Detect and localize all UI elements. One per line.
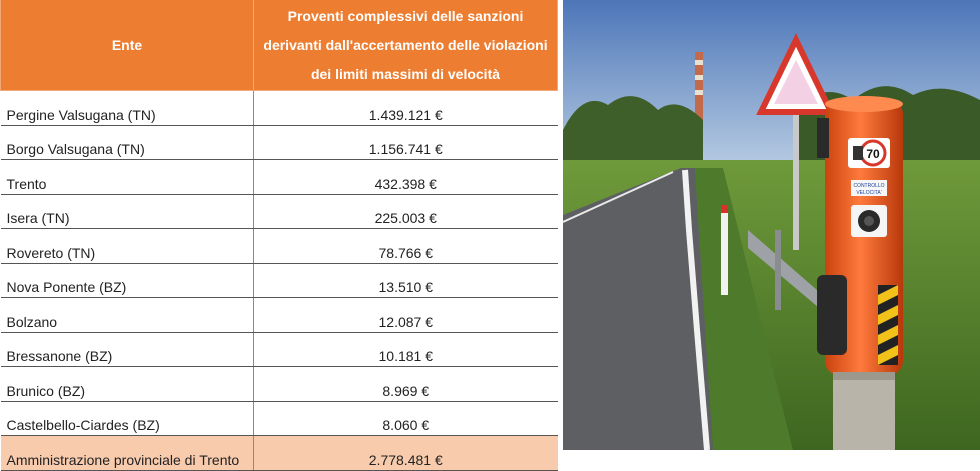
header-ente: Ente bbox=[1, 0, 254, 91]
pole-top bbox=[825, 96, 903, 112]
row-ente: Amministrazione provinciale di Trento bbox=[1, 436, 254, 471]
table-row bbox=[1, 194, 558, 229]
guardrail-post bbox=[775, 230, 781, 310]
table-row bbox=[1, 367, 558, 402]
header-amount-line: derivanti dall'accertamento delle violazioni bbox=[263, 36, 548, 53]
table-row bbox=[1, 229, 558, 264]
header-amount bbox=[254, 0, 558, 91]
table-row bbox=[1, 91, 558, 126]
table-row bbox=[1, 263, 558, 298]
row-ente: Brunico (BZ) bbox=[1, 367, 254, 402]
camera-side-housing bbox=[817, 275, 847, 355]
row-ente: Nova Ponente (BZ) bbox=[1, 263, 254, 298]
table-row bbox=[1, 160, 558, 195]
row-ente: Trento bbox=[1, 160, 254, 195]
camera-icon bbox=[853, 146, 863, 160]
speed-limit-value: 70 bbox=[866, 147, 880, 161]
camera-lens-inner bbox=[864, 216, 874, 226]
row-amount: 2.778.481 € bbox=[254, 436, 558, 471]
row-amount: 78.766 € bbox=[254, 229, 558, 264]
row-amount: 13.510 € bbox=[254, 263, 558, 298]
row-ente: Bolzano bbox=[1, 298, 254, 333]
header-amount-line: dei limiti massimi di velocità bbox=[310, 65, 501, 82]
row-amount: 8.969 € bbox=[254, 367, 558, 402]
header-amount-line: Proventi complessivi delle sanzioni bbox=[287, 7, 524, 24]
row-amount: 10.181 € bbox=[254, 332, 558, 367]
chimney-stripe bbox=[695, 60, 703, 65]
row-amount: 1.156.741 € bbox=[254, 125, 558, 160]
device-label-line: VELOCITA' bbox=[856, 190, 882, 196]
chimney-stripe bbox=[695, 90, 703, 95]
row-amount: 225.003 € bbox=[254, 194, 558, 229]
table-row-highlight bbox=[1, 436, 558, 471]
road-marker-post bbox=[721, 205, 728, 295]
row-ente: Borgo Valsugana (TN) bbox=[1, 125, 254, 160]
device-label-line: CONTROLLO bbox=[853, 183, 885, 189]
row-ente: Pergine Valsugana (TN) bbox=[1, 91, 254, 126]
table-row bbox=[1, 332, 558, 367]
row-ente: Isera (TN) bbox=[1, 194, 254, 229]
row-amount: 432.398 € bbox=[254, 160, 558, 195]
row-ente: Rovereto (TN) bbox=[1, 229, 254, 264]
marker-reflector bbox=[721, 205, 728, 213]
table-row bbox=[1, 298, 558, 333]
concrete-base-top bbox=[833, 372, 895, 380]
chimney-stripe bbox=[695, 75, 703, 80]
concrete-base bbox=[833, 372, 895, 450]
row-ente: Castelbello-Ciardes (BZ) bbox=[1, 401, 254, 436]
table-row bbox=[1, 401, 558, 436]
table-row bbox=[1, 125, 558, 160]
row-ente: Bressanone (BZ) bbox=[1, 332, 254, 367]
pole-bracket bbox=[817, 118, 829, 158]
hazard-stripes bbox=[878, 285, 898, 365]
row-amount: 1.439.121 € bbox=[254, 91, 558, 126]
row-amount: 8.060 € bbox=[254, 401, 558, 436]
table-header-row bbox=[1, 0, 558, 91]
row-amount: 12.087 € bbox=[254, 298, 558, 333]
speed-camera-illustration bbox=[563, 0, 980, 450]
speed-camera-photo bbox=[563, 0, 980, 450]
